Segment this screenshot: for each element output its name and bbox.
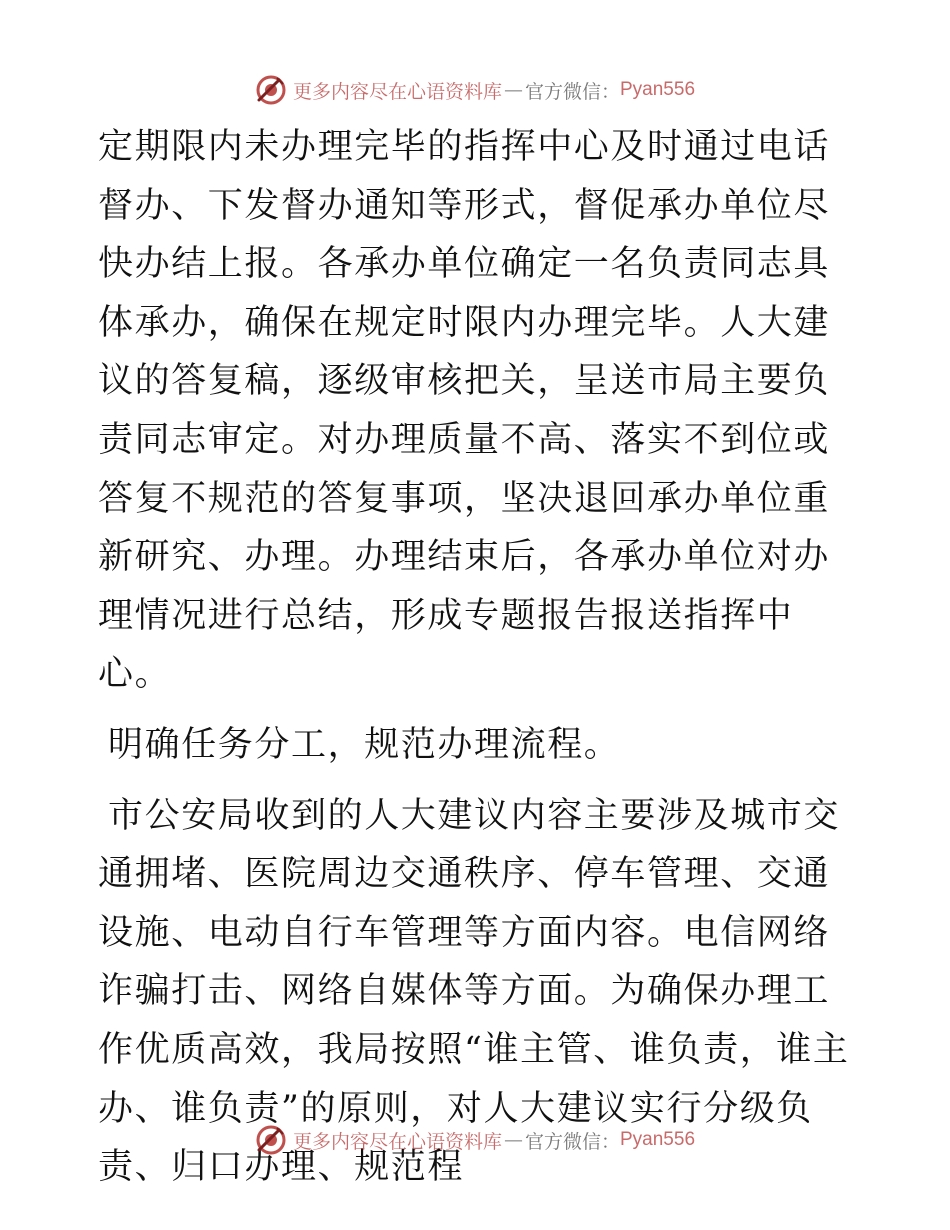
- footer-watermark: [0, 1120, 950, 1160]
- paragraph-1: 定期限内未办理完毕的指挥中心及时通过电话督办、下发督办通知等形式，督促承办单位尽快办结上报。各承办单位确定一名负责同志具体承办，确保在规定时限内办理完毕。人大建议的答复稿，逐级审核把关，呈送市局主要负责同志审定。对办理质量不高、落实不到位或答复不规范的答复事项，坚决退回承办单位重新研究、办理。办理结束后，各承办单位对办理情况进行总结，形成专题报告报送指挥中心。: [98, 127, 831, 695]
- section-heading: 明确任务分工，规范办理流程。: [108, 724, 621, 765]
- document-body: [98, 118, 858, 1197]
- logo-emblem-icon: [255, 1124, 287, 1156]
- watermark-account: Pyan556: [620, 1129, 696, 1150]
- watermark-site-text: 更多内容尽在心语资料库: [292, 80, 502, 103]
- watermark-separator: —: [503, 1129, 523, 1151]
- watermark-account: Pyan556: [620, 79, 696, 100]
- watermark-separator: —: [503, 79, 523, 101]
- watermark-label: 官方微信：: [524, 80, 620, 103]
- logo-emblem-icon: [255, 74, 287, 106]
- watermark-label: 官方微信：: [524, 1130, 620, 1153]
- paragraph-2: 市公安局收到的人大建议内容主要涉及城市交通拥堵、医院周边交通秩序、停车管理、交通设施、电动自行车管理等方面内容。电信网络诈骗打击、网络自媒体等方面。为确保办理工作优质高效，我局按照“谁主管、谁负责，谁主办、谁负责”的原则，对人大建议实行分级负责、归口办理、规范程: [98, 795, 850, 1188]
- watermark-site-text: 更多内容尽在心语资料库: [292, 1130, 502, 1153]
- header-watermark: [0, 70, 950, 110]
